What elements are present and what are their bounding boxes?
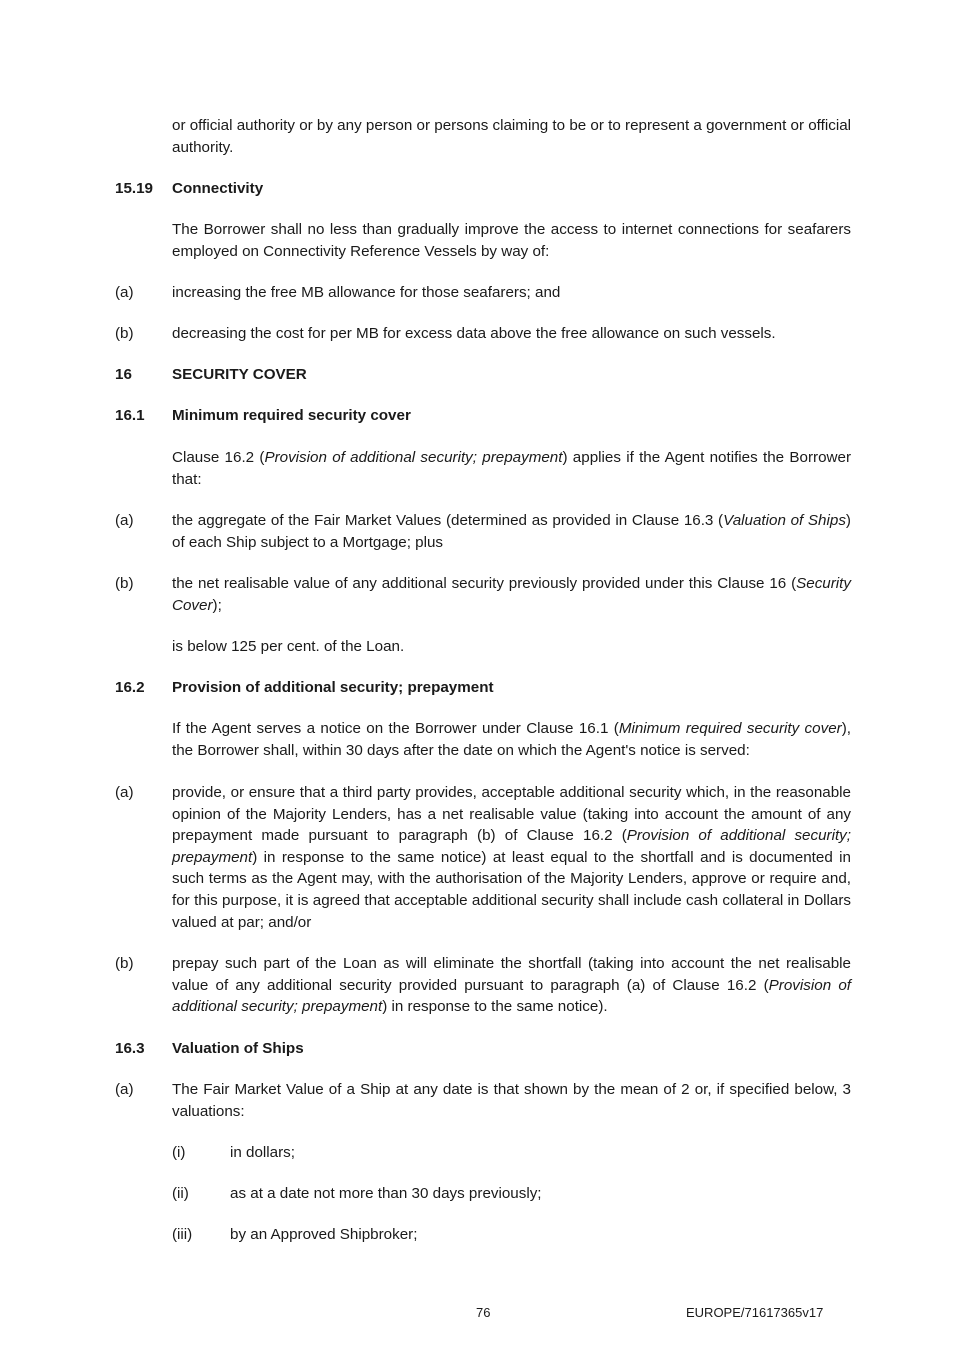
section-16-2-item-b-text: prepay such part of the Loan as will eliminate the shortfall (taking into account the net realisable value of any additional security provided pursuant to paragraph (a) of Clause 16.2 (Provision of additional security; prepayment) in response to the same notice). bbox=[172, 955, 851, 1016]
section-number-15-19: 15.19 bbox=[115, 180, 154, 197]
connectivity-item-a-text: increasing the free MB allowance for those seafarers; and bbox=[172, 284, 561, 301]
section-title-connectivity: Connectivity bbox=[172, 180, 264, 197]
subitem-iii-label: (iii) bbox=[172, 1226, 193, 1243]
section-16-2-item-a-label: (a) bbox=[115, 784, 134, 801]
clause-number-16: 16 bbox=[115, 366, 132, 383]
subitem-iii-text: by an Approved Shipbroker; bbox=[230, 1226, 418, 1243]
subitem-ii-text: as at a date not more than 30 days previously; bbox=[230, 1185, 542, 1202]
subitem-i-label: (i) bbox=[172, 1144, 186, 1161]
section-16-2-item-b-label: (b) bbox=[115, 955, 134, 972]
section-16-1-intro: Clause 16.2 (Provision of additional security; prepayment) applies if the Agent notifies the Borrower that: bbox=[172, 449, 851, 488]
section-16-1-closing: is below 125 per cent. of the Loan. bbox=[172, 638, 405, 655]
section-number-16-1: 16.1 bbox=[115, 407, 145, 424]
section-16-1-item-b-label: (b) bbox=[115, 575, 134, 592]
section-16-3-item-a-label: (a) bbox=[115, 1081, 134, 1098]
connectivity-item-b-text: decreasing the cost for per MB for excess data above the free allowance on such vessels. bbox=[172, 325, 776, 342]
section-number-16-2: 16.2 bbox=[115, 679, 145, 696]
section-title-minimum-security-cover: Minimum required security cover bbox=[172, 407, 411, 424]
section-16-1-item-b-text: the net realisable value of any additional security previously provided under this Clause 16 (Security Cover); bbox=[172, 575, 851, 614]
section-16-1-item-a-label: (a) bbox=[115, 512, 134, 529]
clause-title-security-cover: SECURITY COVER bbox=[172, 366, 307, 383]
section-16-2-item-a-text: provide, or ensure that a third party provides, acceptable additional security which, in the reasonable opinion of the Majority Lenders, has a net realisable value (taking into account the amount of any prepayment made pursuant to paragraph (b) of Clause 16.2 (Provision of additional security; prepayment) in response to the same notice) at least equal to the shortfall and is documented in such terms as the Agent may, with the authorisation of the Majority Lenders, approve or require and, for this purpose, it is agreed that acceptable additional security shall include cash collateral in Dollars valued at par; and/or bbox=[172, 784, 851, 931]
section-number-16-3: 16.3 bbox=[115, 1040, 145, 1057]
section-title-valuation-of-ships: Valuation of Ships bbox=[172, 1040, 304, 1057]
subitem-ii-label: (ii) bbox=[172, 1185, 189, 1202]
section-16-3-item-a-text: The Fair Market Value of a Ship at any date is that shown by the mean of 2 or, if specified below, 3 valuations: bbox=[172, 1081, 851, 1120]
connectivity-intro: The Borrower shall no less than gradually improve the access to internet connections for seafarers employed on Connectivity Reference Vessels by way of: bbox=[172, 221, 851, 260]
section-title-additional-security: Provision of additional security; prepayment bbox=[172, 679, 494, 696]
connectivity-item-a-label: (a) bbox=[115, 284, 134, 301]
continuation-paragraph: or official authority or by any person or persons claiming to be or to represent a government or official authority. bbox=[172, 117, 852, 156]
subitem-i-text: in dollars; bbox=[230, 1144, 295, 1161]
document-reference: EUROPE/71617365v17 bbox=[686, 1305, 824, 1320]
section-16-2-intro: If the Agent serves a notice on the Borrower under Clause 16.1 (Minimum required security cover), the Borrower shall, within 30 days after the date on which the Agent's notice is served: bbox=[172, 720, 851, 759]
connectivity-item-b-label: (b) bbox=[115, 325, 134, 342]
section-16-1-item-a-text: the aggregate of the Fair Market Values (determined as provided in Clause 16.3 (Valuation of Ships) of each Ship subject to a Mortgage; plus bbox=[172, 512, 851, 551]
page-number: 76 bbox=[476, 1305, 491, 1320]
